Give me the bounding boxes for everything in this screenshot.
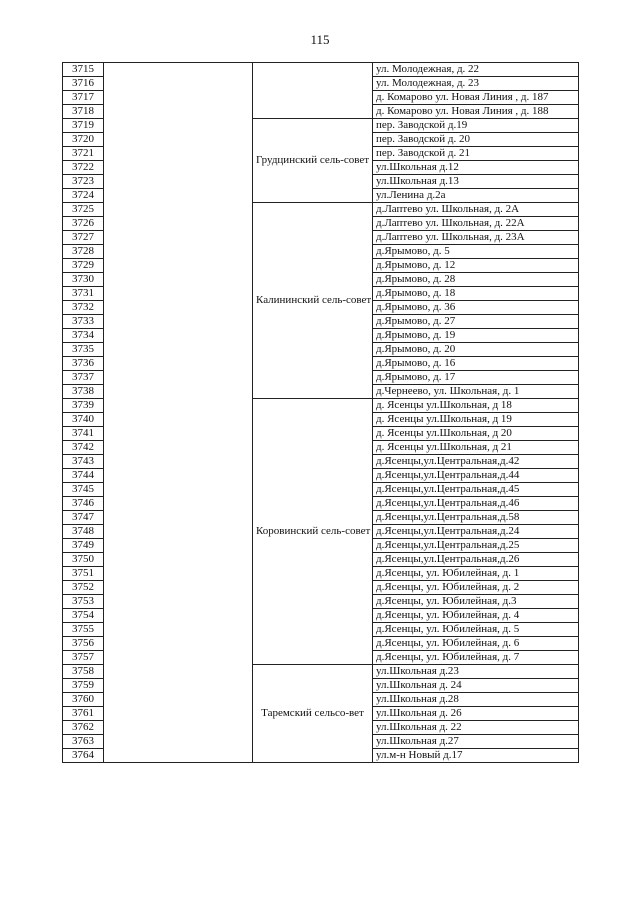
address-cell: д.Ярымово, д. 28 [373,273,579,287]
address-cell: ул.Школьная д. 26 [373,707,579,721]
address-cell: д.Лаптево ул. Школьная, д. 22А [373,217,579,231]
address-cell: д.Ярымово, д. 16 [373,357,579,371]
row-number: 3715 [63,63,104,77]
row-number: 3758 [63,665,104,679]
address-cell: д.Ясенцы,ул.Центральная,д.26 [373,553,579,567]
address-cell: пер. Заводской д.19 [373,119,579,133]
page-number: 115 [310,32,330,47]
region-cell: Таремский сельсо-вет [253,665,373,763]
address-cell: пер. Заводской д. 21 [373,147,579,161]
address-cell: д.Ясенцы, ул. Юбилейная, д. 6 [373,637,579,651]
row-number: 3742 [63,441,104,455]
address-cell: д. Ясенцы ул.Школьная, д 18 [373,399,579,413]
row-number: 3744 [63,469,104,483]
row-number: 3733 [63,315,104,329]
row-number: 3751 [63,567,104,581]
address-cell: д. Ясенцы ул.Школьная, д 20 [373,427,579,441]
address-cell: ул.Ленина д.2а [373,189,579,203]
address-table-body [63,63,579,763]
address-cell: д.Ясенцы, ул. Юбилейная, д.3 [373,595,579,609]
row-number: 3761 [63,707,104,721]
address-cell: ул.Школьная д. 24 [373,679,579,693]
region-cell: Калининский сель-совет [253,203,373,399]
address-cell: ул.Школьная д.12 [373,161,579,175]
row-number: 3727 [63,231,104,245]
address-cell: д.Ярымово, д. 27 [373,315,579,329]
row-number: 3762 [63,721,104,735]
address-cell: д.Ясенцы, ул. Юбилейная, д. 4 [373,609,579,623]
row-number: 3741 [63,427,104,441]
address-cell: д.Ясенцы, ул. Юбилейная, д. 7 [373,651,579,665]
address-cell: д. Ясенцы ул.Школьная, д 21 [373,441,579,455]
row-number: 3750 [63,553,104,567]
address-cell: д.Лаптево ул. Школьная, д. 2А [373,203,579,217]
address-cell: д.Ясенцы, ул. Юбилейная, д. 2 [373,581,579,595]
blank-column [104,63,253,763]
row-number: 3747 [63,511,104,525]
row-number: 3734 [63,329,104,343]
address-cell: д.Ярымово, д. 5 [373,245,579,259]
row-number: 3753 [63,595,104,609]
row-number: 3748 [63,525,104,539]
address-cell: д.Ярымово, д. 12 [373,259,579,273]
row-number: 3737 [63,371,104,385]
row-number: 3746 [63,497,104,511]
row-number: 3730 [63,273,104,287]
row-number: 3726 [63,217,104,231]
address-cell: ул.Школьная д.23 [373,665,579,679]
row-number: 3745 [63,483,104,497]
row-number: 3731 [63,287,104,301]
address-cell: д. Комарово ул. Новая Линия , д. 188 [373,105,579,119]
row-number: 3759 [63,679,104,693]
row-number: 3755 [63,623,104,637]
row-number: 3756 [63,637,104,651]
address-cell: д.Ярымово, д. 20 [373,343,579,357]
row-number: 3764 [63,749,104,763]
row-number: 3732 [63,301,104,315]
address-cell: ул.Школьная д. 22 [373,721,579,735]
address-cell: д.Ясенцы,ул.Центральная,д.46 [373,497,579,511]
address-cell: д.Ясенцы,ул.Центральная,д.58 [373,511,579,525]
region-cell [253,63,373,119]
address-cell: ул.Школьная д.28 [373,693,579,707]
address-cell: д.Ярымово, д. 19 [373,329,579,343]
address-cell: д.Ясенцы, ул. Юбилейная, д. 1 [373,567,579,581]
row-number: 3740 [63,413,104,427]
row-number: 3763 [63,735,104,749]
row-number: 3749 [63,539,104,553]
row-number: 3725 [63,203,104,217]
region-cell: Коровинский сель-совет [253,399,373,665]
row-number: 3743 [63,455,104,469]
row-number: 3717 [63,91,104,105]
address-cell: ул. Молодежная, д. 22 [373,63,579,77]
row-number: 3739 [63,399,104,413]
row-number: 3754 [63,609,104,623]
row-number: 3722 [63,161,104,175]
row-number: 3716 [63,77,104,91]
address-cell: д. Комарово ул. Новая Линия , д. 187 [373,91,579,105]
row-number: 3728 [63,245,104,259]
address-cell: д.Ясенцы,ул.Центральная,д.24 [373,525,579,539]
table-row [63,63,579,77]
row-number: 3723 [63,175,104,189]
row-number: 3735 [63,343,104,357]
address-cell: д. Ясенцы ул.Школьная, д 19 [373,413,579,427]
row-number: 3724 [63,189,104,203]
address-cell: д.Ярымово, д. 18 [373,287,579,301]
address-cell: д.Ярымово, д. 17 [373,371,579,385]
address-cell: д.Ясенцы,ул.Центральная,д.44 [373,469,579,483]
address-cell: ул. Молодежная, д. 23 [373,77,579,91]
address-cell: ул.м-н Новый д.17 [373,749,579,763]
address-table [62,62,579,763]
row-number: 3718 [63,105,104,119]
row-number: 3736 [63,357,104,371]
address-cell: д.Лаптево ул. Школьная, д. 23А [373,231,579,245]
region-cell: Грудцинский сель-совет [253,119,373,203]
address-cell: д.Ясенцы,ул.Центральная,д.45 [373,483,579,497]
address-cell: пер. Заводской д. 20 [373,133,579,147]
address-cell: д.Чернеево, ул. Школьная, д. 1 [373,385,579,399]
address-cell: д.Ясенцы,ул.Центральная,д.25 [373,539,579,553]
row-number: 3719 [63,119,104,133]
row-number: 3721 [63,147,104,161]
row-number: 3738 [63,385,104,399]
address-cell: д.Ясенцы, ул. Юбилейная, д. 5 [373,623,579,637]
address-cell: д.Ясенцы,ул.Центральная,д.42 [373,455,579,469]
row-number: 3729 [63,259,104,273]
row-number: 3720 [63,133,104,147]
row-number: 3757 [63,651,104,665]
address-cell: ул.Школьная д.13 [373,175,579,189]
row-number: 3752 [63,581,104,595]
row-number: 3760 [63,693,104,707]
address-cell: д.Ярымово, д. 36 [373,301,579,315]
address-cell: ул.Школьная д.27 [373,735,579,749]
